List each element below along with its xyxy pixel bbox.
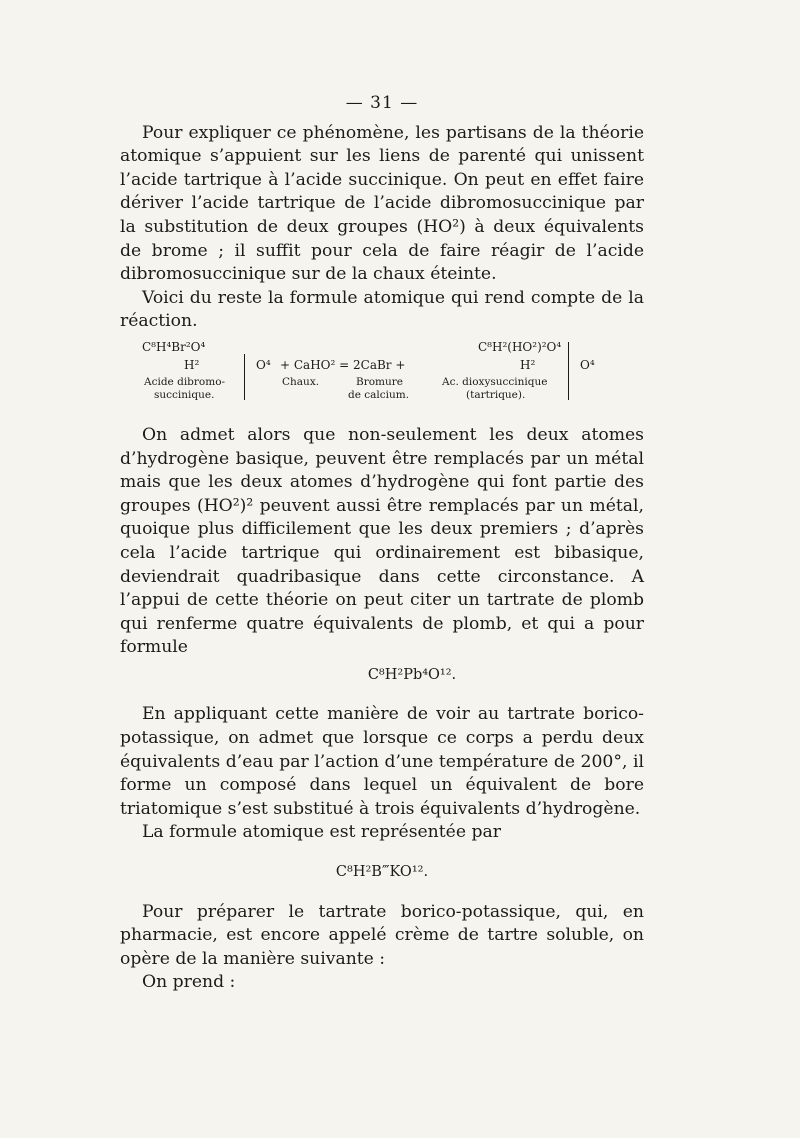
page-number: — 31 — — [345, 93, 419, 113]
reactant-formula: C⁸H⁴Br²O⁴ — [142, 339, 206, 354]
paragraph-formula-intro: La formule atomique est représentée par — [142, 822, 501, 843]
bromure-label-line2: de calcium. — [348, 388, 410, 401]
product-label-line1: Ac. dioxysuccinique — [442, 375, 548, 388]
product-label-line2: (tartrique). — [466, 388, 526, 401]
bromure-label-line1: Bromure — [356, 375, 404, 388]
reactant-hydrogen: H² — [184, 357, 200, 372]
paragraph-preparation: Pour préparer le tartrate borico-potassique, qui, en pharmacie, est encore appelé crème de tartre soluble, on opère de la manière suivante : — [120, 901, 644, 969]
chaux-label: Chaux. — [282, 375, 320, 388]
paragraph-on-prend: On prend : — [142, 972, 236, 993]
reactant-bracket — [244, 354, 245, 400]
paragraph-substitution-theory: On admet alors que non-seulement les deux atomes d’hydrogène basique, peuvent être remplacés par un métal mais que les deux atomes d’hydrogène qui font partie des groupes (HO²)² peuvent aussi être remplacés par un métal, quoique plus difficilement que les deux premiers ; d’après cela l’acide tartrique qui ordinairement est bibasique, deviendrait quadribasique dans cette circonstance. A l’appui de cette théorie on peut citer un tartrate de plomb qui renferme quatre équivalents de plomb, et qui a pour formule — [120, 424, 644, 658]
product-hydrogen: H² — [520, 357, 536, 372]
paragraph-borico-potassique: En appliquant cette manière de voir au tartrate borico-potassique, on admet que lorsque ce corps a perdu deux équivalents d’eau par l’action d’une température de 200°, il forme un composé dans lequel un équivalent de bore triatomique s’est substitué à trois équivalents d’hydrogène. — [120, 704, 644, 819]
paragraph-reaction-intro: Voici du reste la formule atomique qui rend compte de la réaction. — [120, 287, 644, 332]
reaction-equation — [120, 340, 644, 408]
oxygen-left: O⁴ — [256, 357, 271, 372]
reactant-label-line1: Acide dibromo- — [144, 375, 226, 388]
paragraph-theory: Pour expliquer ce phénomène, les partisans de la théorie atomique s’appuient sur les liens de parenté qui unissent l’acide tartrique à l’acide succinique. On peut en effet faire dériver l’acide tartrique de l’acide dibromosuccinique par la substitution de deux groupes (HO²) à deux équivalents de brome ; il suffit pour cela de faire réagir de l’acide dibromosuccinique sur de la chaux éteinte. — [120, 122, 644, 285]
product-formula: C⁸H²(HO²)²O⁴ — [478, 339, 562, 354]
page-body — [120, 92, 644, 995]
oxygen-right: O⁴ — [580, 357, 595, 372]
lead-tartrate-formula: C⁸H²Pb⁴O¹². — [367, 666, 457, 683]
product-bracket — [568, 342, 569, 400]
borico-formula: C⁸H²B‴KO¹². — [335, 864, 429, 881]
reaction-operator: + CaHO² = 2CaBr + — [280, 357, 406, 372]
reactant-label-line2: succinique. — [154, 388, 215, 401]
